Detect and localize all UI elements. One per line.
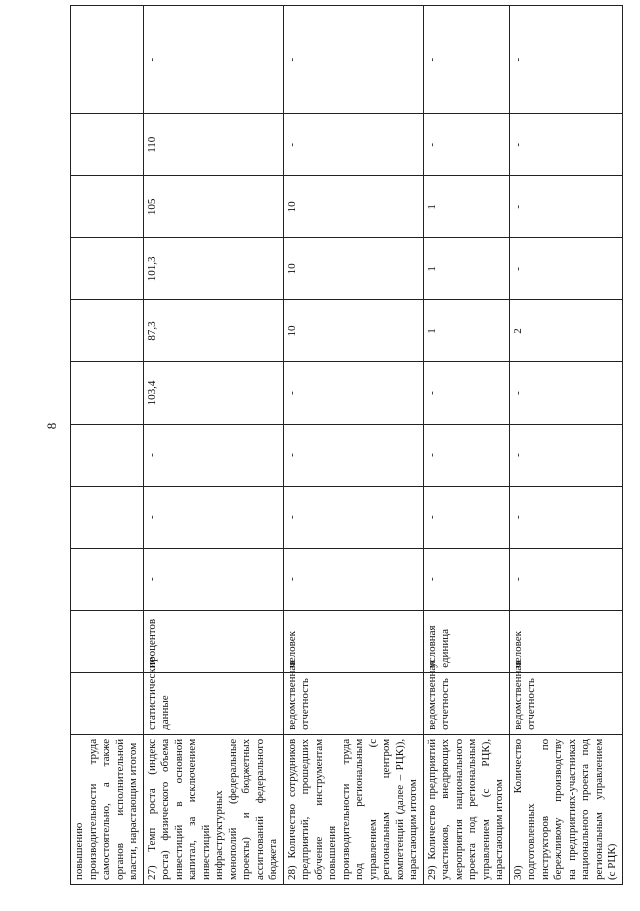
value-cell: 10: [283, 300, 423, 362]
unit-cell: условная единица: [423, 610, 509, 672]
value-cell: 87,3: [143, 300, 283, 362]
value-cell: [71, 424, 144, 486]
value-cell: 110: [143, 114, 283, 176]
value-cell: [71, 300, 144, 362]
value-cell: -: [509, 238, 622, 300]
value-cell: -: [423, 362, 509, 424]
value-cell: -: [509, 362, 622, 424]
value-cell: -: [283, 6, 423, 114]
value-cell: 1: [423, 176, 509, 238]
value-cell: -: [283, 548, 423, 610]
value-cell: 101,3: [143, 238, 283, 300]
table-row: [143, 6, 283, 885]
value-cell: [71, 6, 144, 114]
value-cell: [71, 548, 144, 610]
value-cell: 103,4: [143, 362, 283, 424]
value-cell: [71, 362, 144, 424]
value-cell: -: [423, 114, 509, 176]
table-row: [423, 6, 509, 885]
unit-cell: человек: [283, 610, 423, 672]
value-cell: -: [283, 114, 423, 176]
value-cell: -: [143, 548, 283, 610]
indicator-name-cell: 29) Количество предприятий участников, внедряющих мероприятия национального проекта под региональным управлением (с РЦК), нарастающим итогом: [423, 734, 509, 884]
value-cell: [71, 114, 144, 176]
value-cell: 2: [509, 300, 622, 362]
table-row: [283, 6, 423, 885]
source-cell: ведомственная отчетность: [509, 672, 622, 734]
value-cell: [71, 176, 144, 238]
value-cell: 10: [283, 176, 423, 238]
indicator-table-rotated: [70, 5, 618, 885]
indicator-name-cell: 27) Темп роста (индекс роста) физического объема инвестиций в основной капитал, за исключением инвестиций инфраструктурных монополий (федеральные проекты) и бюджетных ассигнований федерального бюджета: [143, 734, 283, 884]
table-row: [509, 6, 622, 885]
unit-cell: процентов: [143, 610, 283, 672]
unit-cell: [71, 610, 144, 672]
value-cell: -: [509, 176, 622, 238]
unit-cell: человек: [509, 610, 622, 672]
source-cell: ведомственная отчетность: [423, 672, 509, 734]
source-cell: статистические данные: [143, 672, 283, 734]
value-cell: -: [423, 6, 509, 114]
value-cell: -: [509, 424, 622, 486]
value-cell: -: [283, 362, 423, 424]
value-cell: -: [423, 548, 509, 610]
value-cell: -: [509, 6, 622, 114]
page-number: 8: [44, 422, 59, 430]
value-cell: 10: [283, 238, 423, 300]
value-cell: -: [509, 114, 622, 176]
value-cell: [71, 238, 144, 300]
table-row: [71, 6, 144, 885]
indicator-name-cell: 28) Количество сотрудников предприятий, прошедших обучение инструментам повышения производительности труда под региональным управлением (с региональным центром компетенций (далее – РЦК)), нарастающим итогом: [283, 734, 423, 884]
value-cell: -: [509, 486, 622, 548]
value-cell: -: [423, 486, 509, 548]
indicator-table: [70, 5, 623, 885]
value-cell: -: [143, 424, 283, 486]
value-cell: -: [283, 424, 423, 486]
indicator-name-cell: 30) Количество подготовленных инструкторов по бережливому производству на предприятиях-участниках национального проекта под региональным управлением (с РЦК): [509, 734, 622, 884]
source-cell: [71, 672, 144, 734]
value-cell: [71, 486, 144, 548]
value-cell: -: [143, 486, 283, 548]
source-cell: ведомственная отчетность: [283, 672, 423, 734]
value-cell: 105: [143, 176, 283, 238]
value-cell: 1: [423, 300, 509, 362]
value-cell: -: [509, 548, 622, 610]
indicator-name-cell: повышению производительности труда самостоятельно, а также органов исполнительной власти, нарастающим итогом: [71, 734, 144, 884]
value-cell: -: [423, 424, 509, 486]
value-cell: -: [143, 6, 283, 114]
value-cell: 1: [423, 238, 509, 300]
value-cell: -: [283, 486, 423, 548]
